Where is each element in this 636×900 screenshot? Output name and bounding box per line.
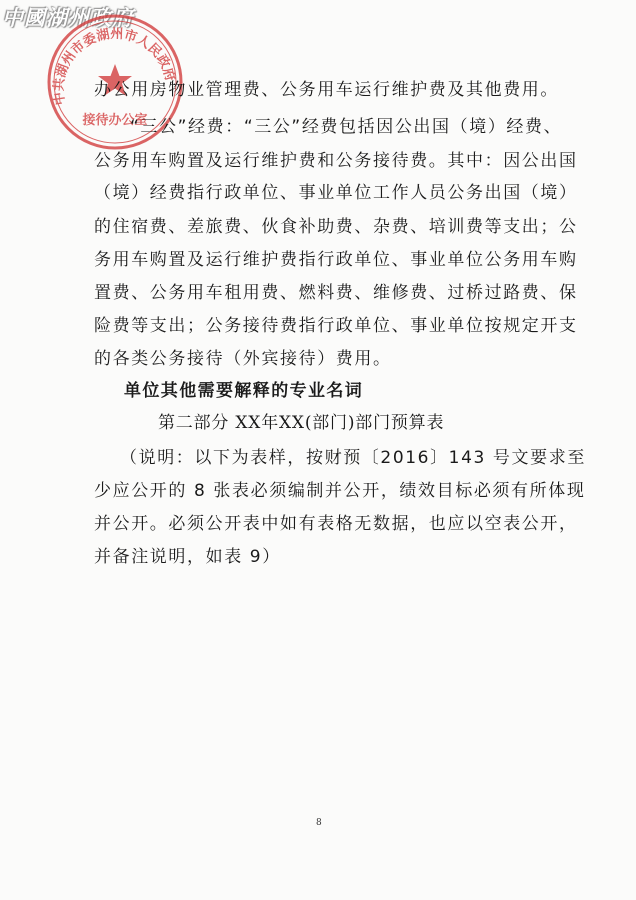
page-number: 8: [316, 818, 322, 828]
note-line-3: 并公开。必须公开表中如有表格无数据，也应以空表公开，: [94, 514, 578, 534]
body-line-4: （境）经费指行政单位、事业单位工作人员公务出国（境）: [94, 183, 578, 203]
body-line-7: 置费、公务用车租用费、燃料费、维修费、过桥过路费、保: [94, 283, 578, 303]
body-line-8: 险费等支出；公务接待费指行政单位、事业单位按规定开支: [94, 316, 578, 336]
svg-text:接待办公室: 接待办公室: [82, 113, 148, 128]
body-line-3: 公务用车购置及运行维护费和公务接待费。其中：因公出国: [94, 151, 578, 171]
note-line-2: 少应公开的 8 张表必须编制并公开，绩效目标必须有所体现: [94, 481, 586, 501]
body-line-1: 办公用房物业管理费、公务用车运行维护费及其他费用。: [94, 80, 559, 100]
part-title: 第二部分 XX年XX(部门)部门预算表: [158, 413, 445, 433]
section-heading: 单位其他需要解释的专业名词: [124, 381, 364, 401]
body-line-9: 的各类公务接待（外宾接待）费用。: [94, 349, 392, 369]
body-line-6: 务用车购置及运行维护费指行政单位、事业单位公务用车购: [94, 250, 578, 270]
note-line-4: 并备注说明，如表 9）: [94, 547, 281, 567]
body-line-2: “三公”经费：“三公”经费包括因公出国（境）经费、: [130, 117, 563, 137]
note-line-1: （说明：以下为表样，按财预〔2016〕143 号文要求至: [120, 448, 586, 468]
watermark-logo: 中國湖州政府: [2, 5, 134, 30]
svg-text:中共湖州市委湖州市人民政府: 中共湖州市委湖州市人民政府: [51, 26, 178, 106]
body-line-5: 的住宿费、差旅费、伙食补助费、杂费、培训费等支出；公: [94, 217, 578, 237]
